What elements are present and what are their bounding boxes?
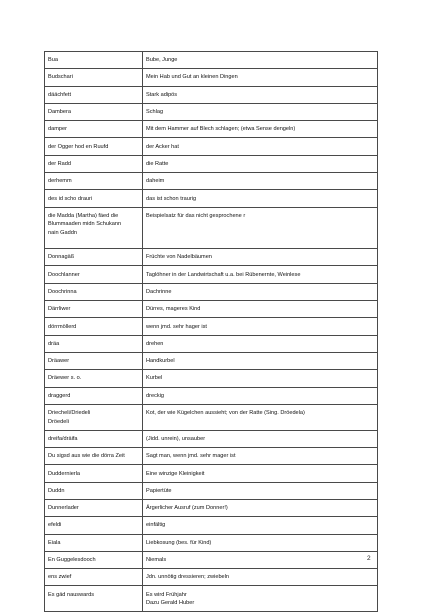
table-row [45, 569, 378, 586]
term-cell: Doochrinna [45, 283, 143, 300]
meaning-cell: Eine winzige Kleinigkeit [143, 465, 378, 482]
meaning-cell: Bube, Junge [143, 52, 378, 69]
term-cell: der Radd [45, 155, 143, 172]
meaning-cell: Dürres, mageres Kind [143, 301, 378, 318]
page-number: 2 [367, 555, 371, 562]
table-row [45, 207, 378, 249]
table-row [45, 387, 378, 404]
meaning-cell: Kot, der wie Kügelchen aussieht; von der Ratte (Sing. Dröedela) [143, 404, 378, 430]
term-cell: dreifa/dräifa [45, 430, 143, 447]
term-cell: Duddn [45, 482, 143, 499]
table-row [45, 335, 378, 352]
table-row [45, 121, 378, 138]
meaning-cell: (Jidd. unrein), unsauber [143, 430, 378, 447]
meaning-cell: das ist schon traurig [143, 190, 378, 207]
meaning-cell: einfältig [143, 517, 378, 534]
term-cell: Driecheli/Driedeli Dröedeli [45, 404, 143, 430]
term-cell: Dräewer s. o. [45, 370, 143, 387]
table-row [45, 534, 378, 551]
meaning-cell: Mit dem Hammer auf Blech schlagen; (etwa Sense dengeln) [143, 121, 378, 138]
table-row [45, 249, 378, 266]
meaning-cell: Schlag [143, 103, 378, 120]
table-row [45, 370, 378, 387]
meaning-cell: die Ratte [143, 155, 378, 172]
meaning-cell: Papiertüte [143, 482, 378, 499]
table-row [45, 517, 378, 534]
table-row [45, 138, 378, 155]
table-row [45, 404, 378, 430]
meaning-cell: Liebkosung (bes. für Kind) [143, 534, 378, 551]
table-row [45, 190, 378, 207]
meaning-cell: Es wird Frühjahr Dazu Gerald Huber [143, 586, 378, 612]
table-row [45, 430, 378, 447]
term-cell: Bua [45, 52, 143, 69]
term-cell: Därrliwer [45, 301, 143, 318]
meaning-cell: Niemals [143, 551, 378, 568]
term-cell: efeldi [45, 517, 143, 534]
meaning-cell: Beispielsatz für das nicht gesprochene r [143, 207, 378, 249]
meaning-cell: Kurbel [143, 370, 378, 387]
table-row [45, 266, 378, 283]
table-row [45, 586, 378, 612]
term-cell: ens zwief [45, 569, 143, 586]
term-cell: Donnagäß [45, 249, 143, 266]
glossary-rows [45, 52, 378, 612]
table-row [45, 551, 378, 568]
table-row [45, 86, 378, 103]
glossary-table [44, 51, 378, 612]
meaning-cell: der Acker hat [143, 138, 378, 155]
meaning-cell: daheim [143, 173, 378, 190]
meaning-cell: Taglöhner in der Landwirtschaft u.a. bei Rübenernte, Weinlese [143, 266, 378, 283]
meaning-cell: wenn jmd. sehr hager ist [143, 318, 378, 335]
table-row [45, 283, 378, 300]
term-cell: däächfett [45, 86, 143, 103]
table-row [45, 69, 378, 86]
term-cell: Duddernierla [45, 465, 143, 482]
term-cell: die Madda (Martha) fäed die Blummaaden midn Schukann nain Gaddn [45, 207, 143, 249]
meaning-cell: dreckig [143, 387, 378, 404]
term-cell: draggerd [45, 387, 143, 404]
meaning-cell: Früchte von Nadelbäumen [143, 249, 378, 266]
table-row [45, 103, 378, 120]
term-cell: Dambera [45, 103, 143, 120]
term-cell: dräa [45, 335, 143, 352]
term-cell: Budschari [45, 69, 143, 86]
term-cell: Es gäd nauswards [45, 586, 143, 612]
term-cell: derhemm [45, 173, 143, 190]
term-cell: Dunnerlader [45, 499, 143, 516]
table-row [45, 173, 378, 190]
table-row [45, 318, 378, 335]
meaning-cell: Dachrinne [143, 283, 378, 300]
term-cell: damper [45, 121, 143, 138]
term-cell: Dräawer [45, 352, 143, 369]
table-row [45, 448, 378, 465]
table-row [45, 301, 378, 318]
term-cell: der Ogger hod en Ruufd [45, 138, 143, 155]
table-row [45, 499, 378, 516]
meaning-cell: Mein Hab und Gut an kleinen Dingen [143, 69, 378, 86]
meaning-cell: Sagt man, wenn jmd. sehr mager ist [143, 448, 378, 465]
term-cell: En Guggelesdooch [45, 551, 143, 568]
table-row [45, 352, 378, 369]
term-cell: Eiala [45, 534, 143, 551]
meaning-cell: Jdn. unnötig dressieren; zwiebeln [143, 569, 378, 586]
meaning-cell: Stark adipös [143, 86, 378, 103]
table-row [45, 52, 378, 69]
term-cell: Du sigsd aus wie die dörra Zeit [45, 448, 143, 465]
term-cell: des id scho drauri [45, 190, 143, 207]
term-cell: dörrmöllerd [45, 318, 143, 335]
meaning-cell: drehen [143, 335, 378, 352]
table-row [45, 482, 378, 499]
meaning-cell: Ärgerlicher Ausruf (zum Donner!) [143, 499, 378, 516]
meaning-cell: Handkurbel [143, 352, 378, 369]
table-row [45, 465, 378, 482]
term-cell: Doochlanner [45, 266, 143, 283]
table-row [45, 155, 378, 172]
